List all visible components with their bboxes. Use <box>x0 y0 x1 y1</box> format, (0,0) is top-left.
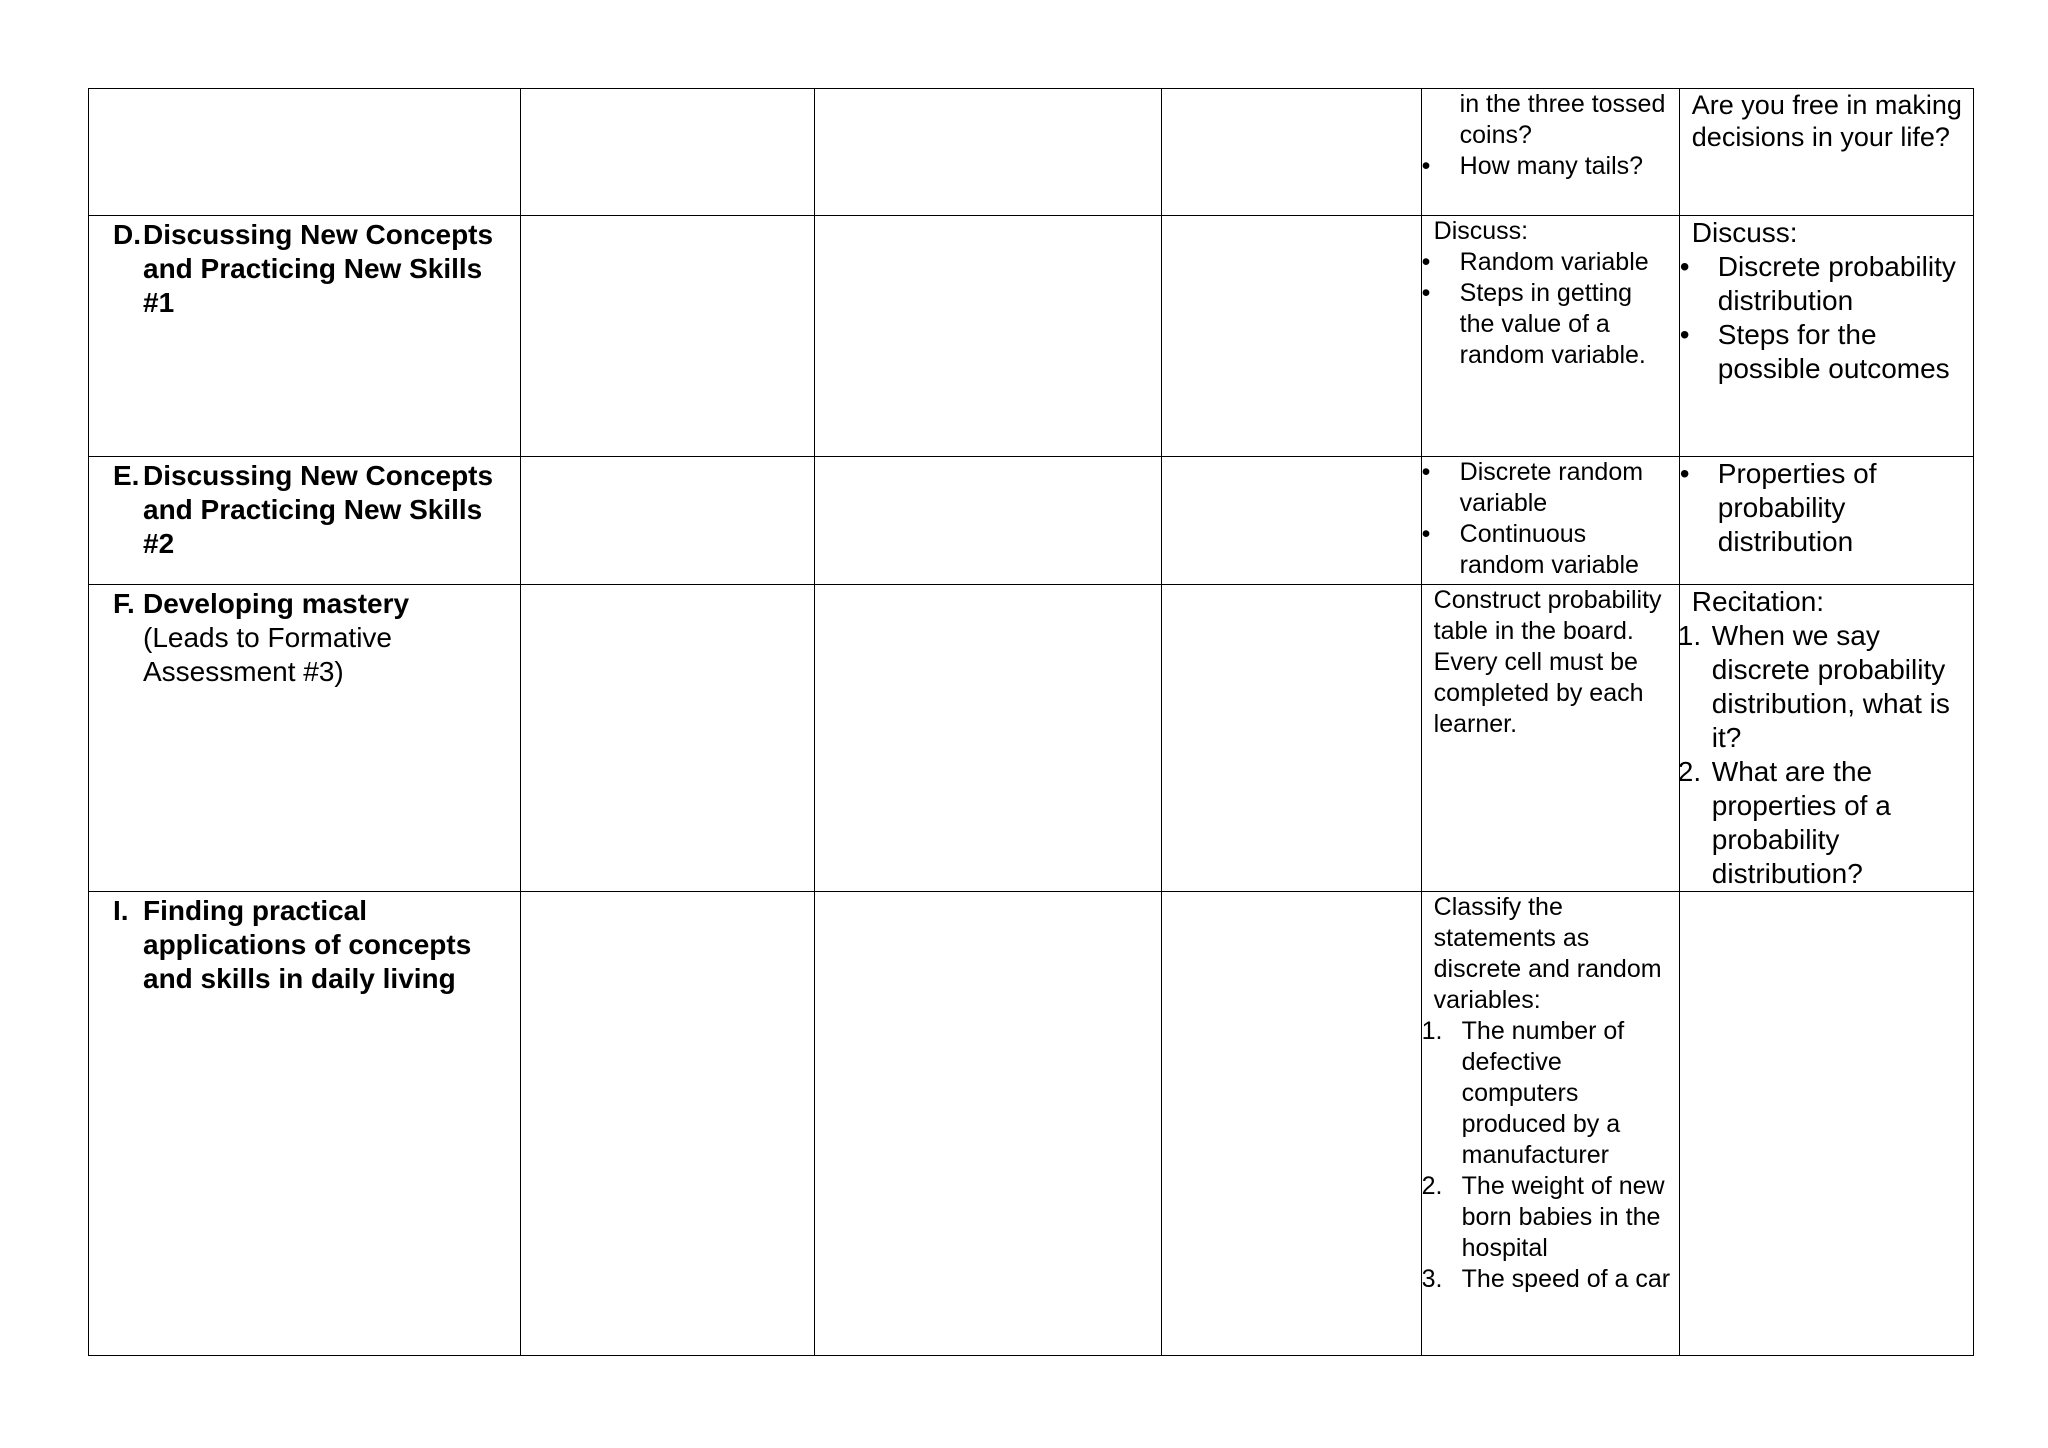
row-title: Discussing New Concepts and Practicing New Skills #1 <box>143 219 494 318</box>
bullet-list <box>1421 457 1671 581</box>
label-cell <box>89 457 521 585</box>
bullet-icon: • <box>1679 458 1690 489</box>
day-cell <box>1421 585 1679 892</box>
numbered-list <box>1677 619 1965 891</box>
row-title: Developing mastery <box>143 588 410 619</box>
list-item: 1. When we say discrete probability distribution, what is it? <box>1677 620 1950 753</box>
list-item: 1. The number of defective computers produced by a manufacturer <box>1421 1017 1625 1169</box>
bullet-list <box>1421 247 1671 371</box>
table-row <box>89 585 1974 892</box>
table-row <box>89 216 1974 457</box>
empty-cell <box>521 216 815 457</box>
label-cell <box>89 892 521 1356</box>
bullet-list <box>1679 250 1965 386</box>
bullet-icon: • <box>1421 152 1431 180</box>
day-cell <box>1421 457 1679 585</box>
list-item: • Discrete random variable <box>1421 458 1644 517</box>
day-cell <box>1421 89 1679 216</box>
bullet-icon: • <box>1679 251 1690 282</box>
day-cell <box>1421 892 1679 1356</box>
empty-cell <box>815 457 1161 585</box>
empty-cell <box>521 585 815 892</box>
row-subtitle: (Leads to Formative Assessment #3) <box>143 622 392 687</box>
day-cell <box>1421 216 1679 457</box>
empty-cell <box>815 216 1161 457</box>
day-cell <box>1679 89 1973 216</box>
day-cell <box>1679 585 1973 892</box>
row-letter: D. <box>113 219 141 250</box>
empty-cell <box>815 89 1161 216</box>
empty-cell <box>815 892 1161 1356</box>
cell-text: Are you free in making decisions in your life? <box>1691 90 1962 152</box>
empty-cell <box>1161 216 1421 457</box>
numbered-list <box>1421 1016 1671 1295</box>
row-letter: I. <box>113 895 129 926</box>
bullet-list <box>1421 151 1671 182</box>
bullet-icon: • <box>1679 319 1690 350</box>
row-title: Finding practical applications of concepts and skills in daily living <box>143 895 472 994</box>
empty-cell <box>521 457 815 585</box>
cell-text: in the three tossed coins? <box>1459 90 1666 149</box>
day-cell <box>1679 457 1973 585</box>
table-row <box>89 89 1974 216</box>
bullet-icon: • <box>1421 520 1431 548</box>
cell-heading: Discuss: <box>1691 217 1798 248</box>
list-item: 2. The weight of new born babies in the hospital <box>1421 1172 1665 1262</box>
bullet-list <box>1679 457 1965 559</box>
row-letter: E. <box>113 460 140 491</box>
list-item: • Properties of probability distribution <box>1679 458 1877 557</box>
list-item: • Steps for the possible outcomes <box>1679 319 1950 384</box>
table-row <box>89 892 1974 1356</box>
bullet-icon: • <box>1421 279 1431 307</box>
empty-cell <box>521 892 815 1356</box>
cell-heading: Discuss: <box>1433 217 1529 245</box>
row-title: Discussing New Concepts and Practicing New Skills #2 <box>143 460 494 559</box>
cell-text: Construct probability table in the board. Every cell must be completed by each learner. <box>1433 586 1662 738</box>
table-row <box>89 457 1974 585</box>
list-item: 2. What are the properties of a probability distribution? <box>1677 756 1891 889</box>
bullet-icon: • <box>1421 458 1431 486</box>
empty-cell <box>521 89 815 216</box>
empty-cell <box>1679 892 1973 1356</box>
list-item: 3. The speed of a car <box>1421 1265 1671 1293</box>
row-letter: F. <box>113 588 135 619</box>
empty-cell <box>1161 892 1421 1356</box>
list-item: • Discrete probability distribution <box>1679 251 1956 316</box>
cell-heading: Classify the statements as discrete and random variables: <box>1433 893 1662 1014</box>
list-item: • Continuous random variable <box>1421 520 1639 579</box>
cell-heading: Recitation: <box>1691 586 1825 617</box>
empty-cell <box>1161 457 1421 585</box>
empty-cell <box>1161 89 1421 216</box>
list-item: • Random variable <box>1421 248 1649 276</box>
list-item: • Steps in getting the value of a random variable. <box>1421 279 1646 369</box>
label-cell <box>89 89 521 216</box>
lesson-plan-table <box>88 88 1974 1356</box>
day-cell <box>1679 216 1973 457</box>
empty-cell <box>815 585 1161 892</box>
bullet-icon: • <box>1421 248 1431 276</box>
label-cell <box>89 585 521 892</box>
list-item: • How many tails? <box>1421 152 1644 180</box>
empty-cell <box>1161 585 1421 892</box>
label-cell <box>89 216 521 457</box>
